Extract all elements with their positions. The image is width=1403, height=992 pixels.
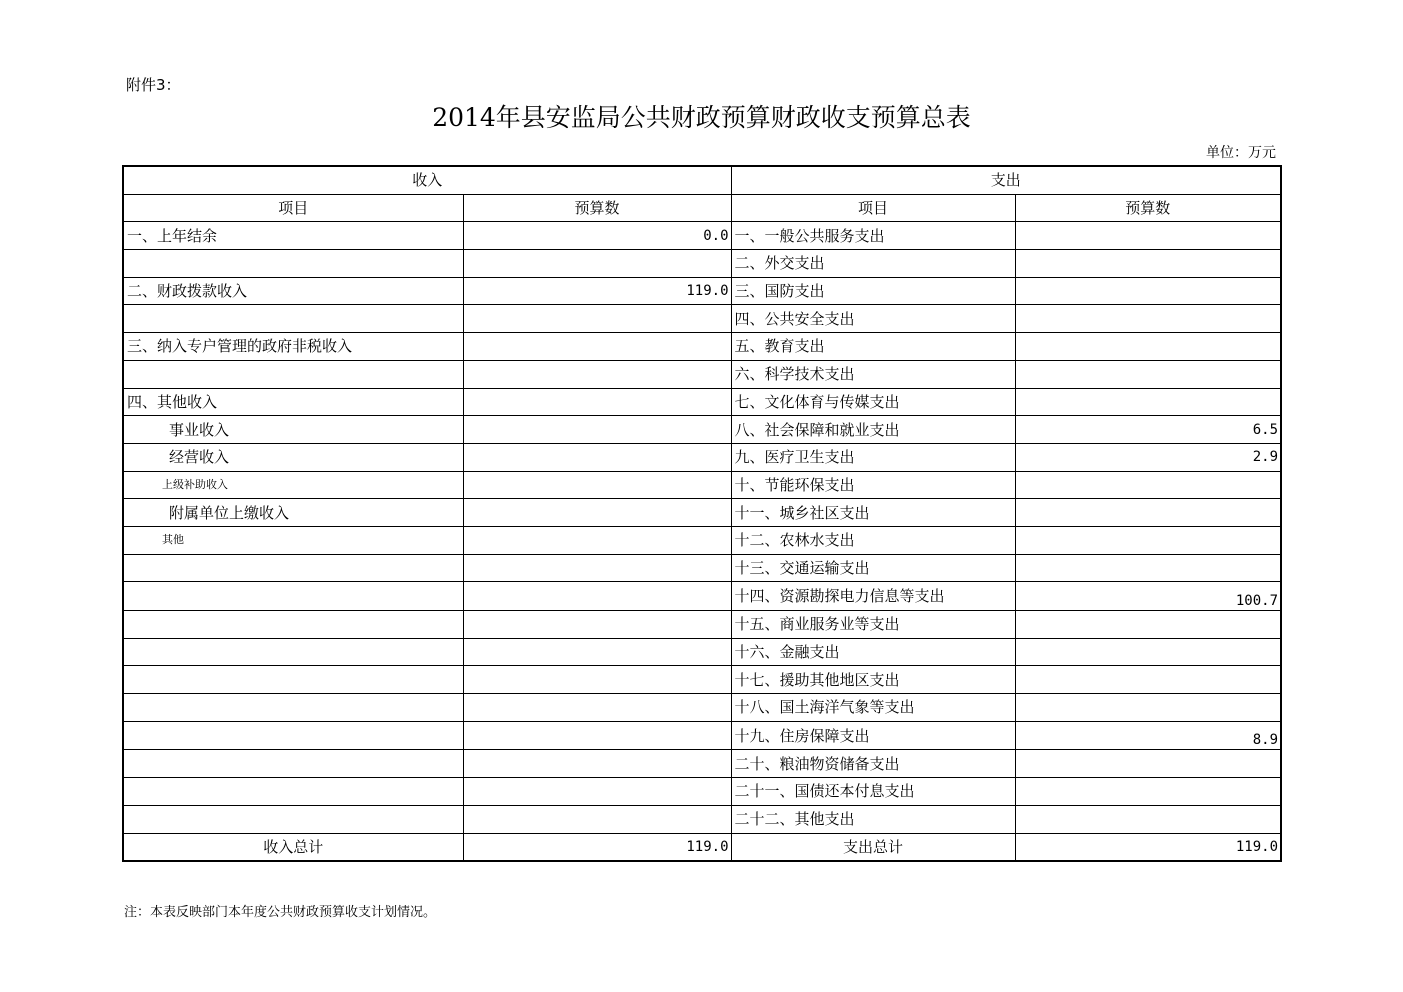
- table-row: [123, 499, 1281, 527]
- table-row: [123, 250, 1281, 278]
- table-row: [123, 805, 1281, 833]
- expense-item-cell: 六、科学技术支出: [731, 360, 1015, 388]
- expense-item-header: 项目: [731, 194, 1015, 222]
- table-row: [123, 694, 1281, 722]
- table-row: [123, 305, 1281, 333]
- expense-item-cell: 十七、援助其他地区支出: [731, 666, 1015, 694]
- table-row: [123, 471, 1281, 499]
- income-value-cell: [463, 360, 731, 388]
- expense-item-cell: 二十一、国债还本付息支出: [731, 778, 1015, 806]
- income-value-cell: [463, 250, 731, 278]
- income-value-cell: [463, 526, 731, 554]
- table-row: [123, 443, 1281, 471]
- income-item-cell: [123, 721, 463, 750]
- income-value-cell: [463, 611, 731, 639]
- income-item-cell: [123, 360, 463, 388]
- income-value-cell: 0.0: [463, 222, 731, 250]
- table-row: [123, 666, 1281, 694]
- table-row: [123, 638, 1281, 666]
- income-item-cell: [123, 778, 463, 806]
- expense-item-cell: 十五、商业服务业等支出: [731, 611, 1015, 639]
- expense-value-cell: [1015, 305, 1281, 333]
- expense-item-cell: 四、公共安全支出: [731, 305, 1015, 333]
- income-value-cell: [463, 750, 731, 778]
- table-row: [123, 582, 1281, 611]
- expense-value-cell: [1015, 360, 1281, 388]
- income-item-header: 项目: [123, 194, 463, 222]
- expense-item-cell: 一、一般公共服务支出: [731, 222, 1015, 250]
- income-item-cell: [123, 805, 463, 833]
- income-item-cell: 二、财政拨款收入: [123, 277, 463, 305]
- expense-item-cell: 九、医疗卫生支出: [731, 443, 1015, 471]
- expense-item-cell: 二十、粮油物资储备支出: [731, 750, 1015, 778]
- expense-value-cell: [1015, 694, 1281, 722]
- table-row: [123, 360, 1281, 388]
- income-item-cell: 经营收入: [123, 443, 463, 471]
- income-item-cell: [123, 305, 463, 333]
- income-value-cell: [463, 443, 731, 471]
- table-column-header-row: [123, 194, 1281, 222]
- income-item-cell: [123, 638, 463, 666]
- income-value-cell: 119.0: [463, 277, 731, 305]
- expense-item-cell: 十三、交通运输支出: [731, 554, 1015, 582]
- income-value-cell: [463, 666, 731, 694]
- expense-item-cell: 十八、国土海洋气象等支出: [731, 694, 1015, 722]
- expense-value-cell: [1015, 666, 1281, 694]
- income-item-cell: [123, 250, 463, 278]
- expense-value-cell: [1015, 222, 1281, 250]
- table-row: [123, 750, 1281, 778]
- income-item-cell: [123, 582, 463, 611]
- expense-value-cell: [1015, 277, 1281, 305]
- income-item-cell: 上级补助收入: [123, 471, 463, 499]
- income-value-cell: [463, 416, 731, 444]
- income-item-cell: 四、其他收入: [123, 388, 463, 416]
- expense-value-cell: [1015, 526, 1281, 554]
- expense-item-cell: 十六、金融支出: [731, 638, 1015, 666]
- expense-value-cell: [1015, 638, 1281, 666]
- expense-value-cell: [1015, 499, 1281, 527]
- table-row: [123, 277, 1281, 305]
- expense-total-label: 支出总计: [731, 833, 1015, 861]
- income-value-cell: [463, 554, 731, 582]
- expense-item-cell: 三、国防支出: [731, 277, 1015, 305]
- income-value-cell: [463, 638, 731, 666]
- expense-value-cell: [1015, 750, 1281, 778]
- expense-value-cell: 100.7: [1015, 582, 1281, 611]
- income-item-cell: [123, 750, 463, 778]
- budget-table: [122, 165, 1282, 862]
- table-row: [123, 778, 1281, 806]
- expense-value-cell: [1015, 333, 1281, 361]
- expense-item-cell: 十四、资源勘探电力信息等支出: [731, 582, 1015, 611]
- income-budget-header: 预算数: [463, 194, 731, 222]
- expense-item-cell: 八、社会保障和就业支出: [731, 416, 1015, 444]
- income-value-cell: [463, 694, 731, 722]
- income-value-cell: [463, 721, 731, 750]
- expense-item-cell: 七、文化体育与传媒支出: [731, 388, 1015, 416]
- income-value-cell: [463, 388, 731, 416]
- expense-value-cell: [1015, 805, 1281, 833]
- income-item-cell: [123, 554, 463, 582]
- expense-item-cell: 二十二、其他支出: [731, 805, 1015, 833]
- table-row: [123, 388, 1281, 416]
- expense-item-cell: 十、节能环保支出: [731, 471, 1015, 499]
- table-row: [123, 721, 1281, 750]
- expense-section-header: 支出: [731, 166, 1281, 194]
- table-row: [123, 526, 1281, 554]
- income-item-cell: [123, 611, 463, 639]
- attachment-label: 附件3：: [126, 76, 181, 94]
- income-item-cell: [123, 694, 463, 722]
- table-row: [123, 554, 1281, 582]
- income-item-cell: 事业收入: [123, 416, 463, 444]
- table-row: [123, 333, 1281, 361]
- income-value-cell: [463, 471, 731, 499]
- income-item-cell: 三、纳入专户管理的政府非税收入: [123, 333, 463, 361]
- income-item-cell: 一、上年结余: [123, 222, 463, 250]
- expense-value-cell: 6.5: [1015, 416, 1281, 444]
- expense-item-cell: 十一、城乡社区支出: [731, 499, 1015, 527]
- income-total-label: 收入总计: [123, 833, 463, 861]
- expense-value-cell: [1015, 554, 1281, 582]
- table-row: [123, 416, 1281, 444]
- table-section-header-row: [123, 166, 1281, 194]
- expense-value-cell: [1015, 611, 1281, 639]
- income-value-cell: [463, 778, 731, 806]
- income-value-cell: [463, 499, 731, 527]
- income-total-value: 119.0: [463, 833, 731, 861]
- expense-value-cell: [1015, 250, 1281, 278]
- expense-budget-header: 预算数: [1015, 194, 1281, 222]
- table-row: [123, 611, 1281, 639]
- income-value-cell: [463, 305, 731, 333]
- expense-total-value: 119.0: [1015, 833, 1281, 861]
- income-value-cell: [463, 333, 731, 361]
- expense-value-cell: 8.9: [1015, 721, 1281, 750]
- expense-value-cell: [1015, 778, 1281, 806]
- expense-item-cell: 二、外交支出: [731, 250, 1015, 278]
- expense-item-cell: 十二、农林水支出: [731, 526, 1015, 554]
- expense-value-cell: [1015, 471, 1281, 499]
- table-row: [123, 222, 1281, 250]
- expense-value-cell: 2.9: [1015, 443, 1281, 471]
- income-value-cell: [463, 582, 731, 611]
- income-value-cell: [463, 805, 731, 833]
- page-title: 2014年县安监局公共财政预算财政收支预算总表: [432, 103, 971, 132]
- income-item-cell: 附属单位上缴收入: [123, 499, 463, 527]
- footnote: 注：本表反映部门本年度公共财政预算收支计划情况。: [124, 905, 437, 920]
- income-item-cell: [123, 666, 463, 694]
- income-section-header: 收入: [123, 166, 731, 194]
- expense-item-cell: 十九、住房保障支出: [731, 721, 1015, 750]
- unit-label: 单位：万元: [1206, 145, 1276, 161]
- expense-item-cell: 五、教育支出: [731, 333, 1015, 361]
- income-item-cell: 其他: [123, 526, 463, 554]
- expense-value-cell: [1015, 388, 1281, 416]
- totals-row: [123, 833, 1281, 861]
